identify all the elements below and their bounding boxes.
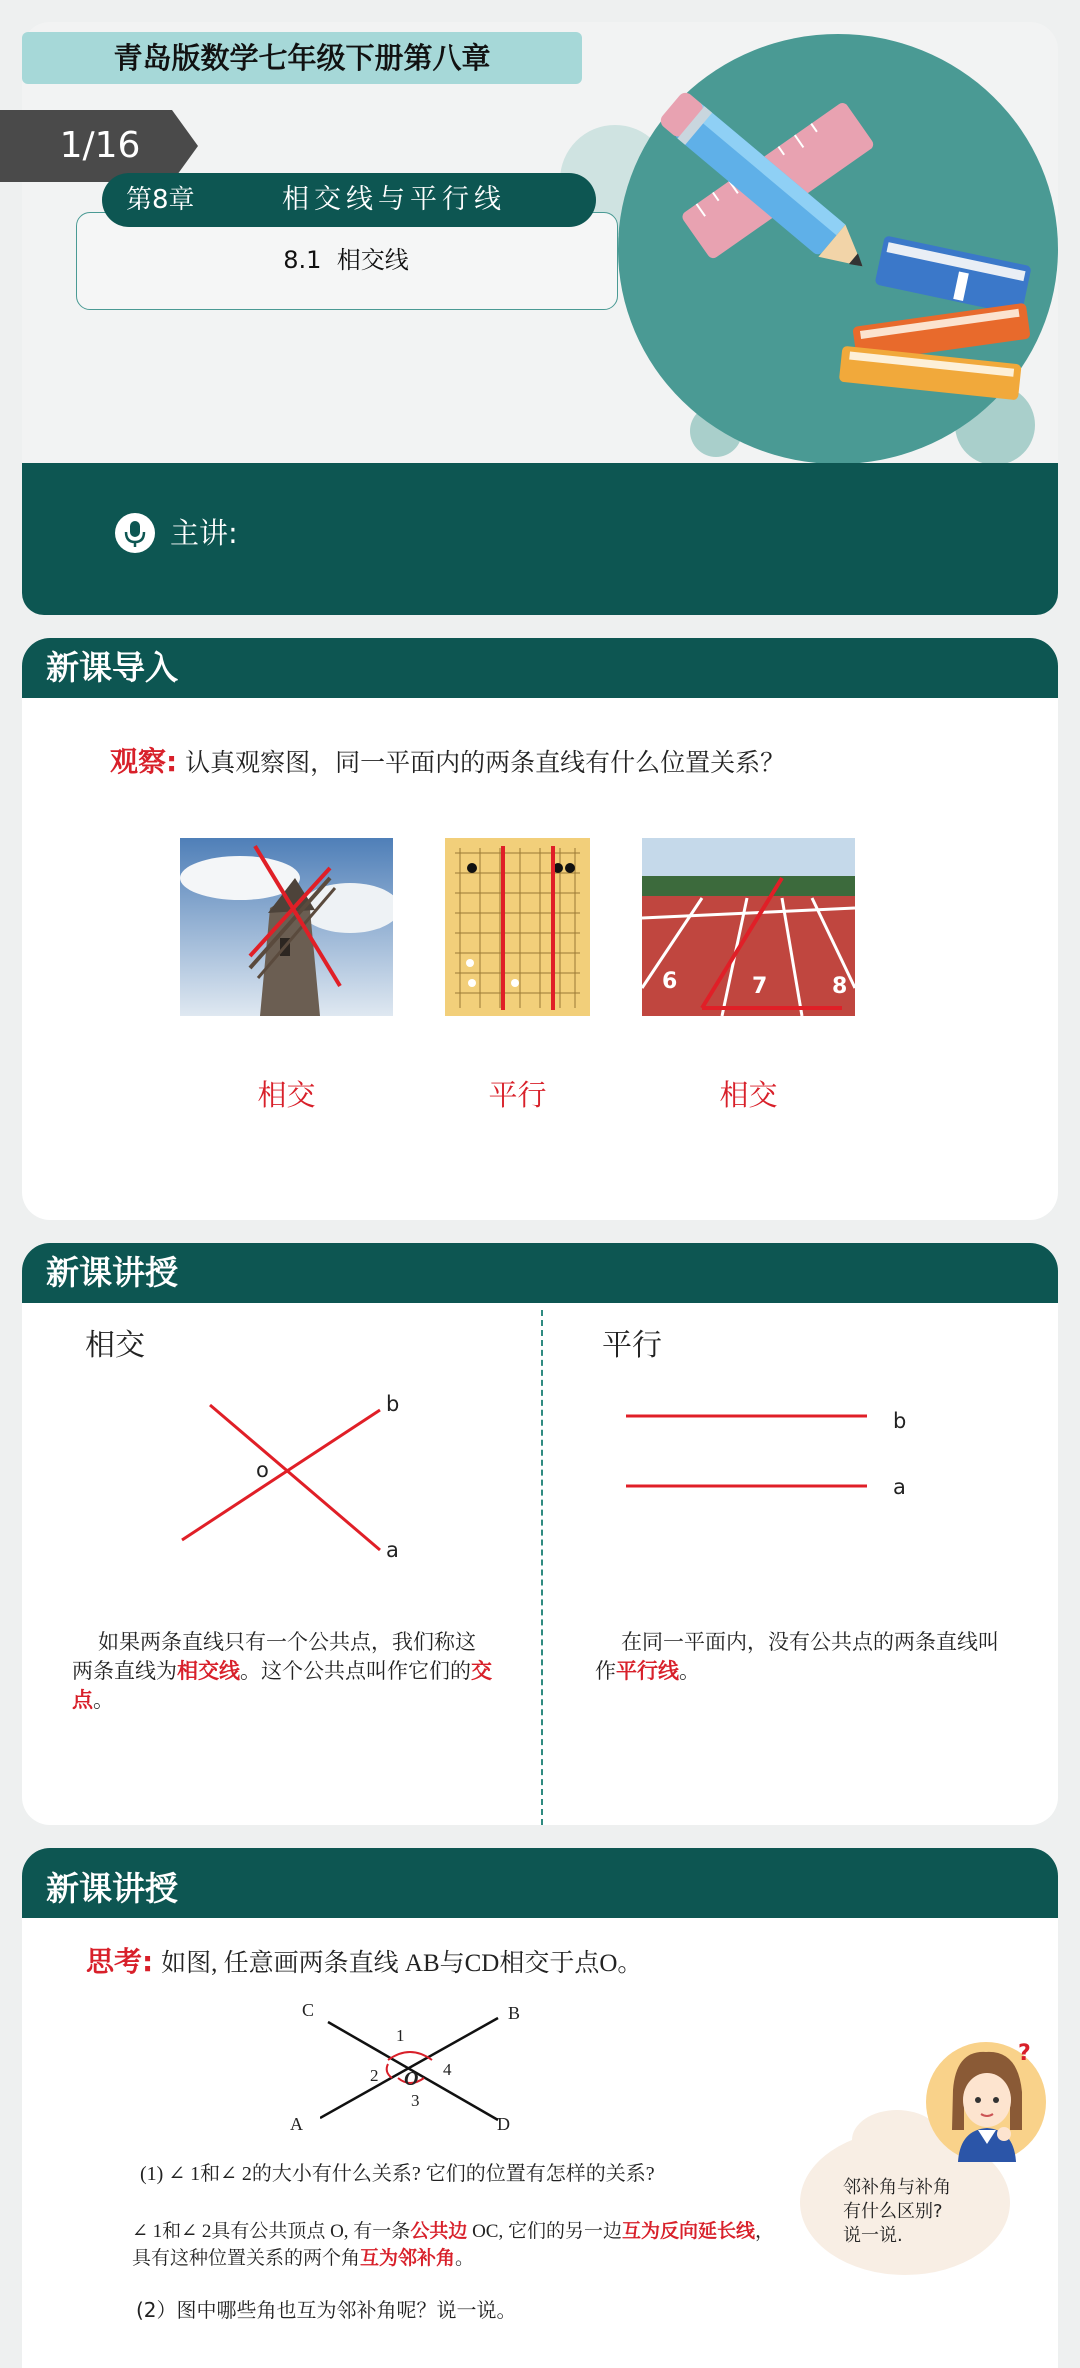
windmill-photo [180,838,393,1016]
bubble-line-2: 有什么区别? [843,2201,943,2222]
presenter-label: 主讲: [170,516,238,550]
intersect-def-text-3: 。 [93,1688,114,1712]
column-divider [541,1310,543,1825]
term-reverse-extension: 互为反向延长线 [621,2221,755,2242]
term-adjacent-supplementary: 互为邻补角 [360,2248,456,2269]
label-o-intersect: o [256,1458,269,1482]
caption-intersect-2: 相交 [719,1078,778,1112]
observe-text: 认真观察图，同一平面内的两条直线有什么位置关系？ [185,748,786,777]
section-title: 8.1 相交线 [283,246,409,274]
answer-1-text-4: 。 [455,2248,475,2269]
label-a-parallel: a [893,1475,906,1499]
intersecting-lines-diagram [170,1385,410,1565]
think-text: 如图, 任意画两条直线 AB与CD相交于点O。 [161,1950,643,1977]
think-label: 思考: [86,1945,154,1978]
intro-header: 新课导入 [22,638,1058,698]
question-1: (1) ∠ 1和∠ 2的大小有什么关系? 它们的位置有怎样的关系? [140,2163,655,2185]
microphone-icon [115,513,155,553]
running-track-photo [642,838,855,1016]
bubble-line-3: 说一说. [843,2225,903,2246]
think-header: 新课讲授 [22,1848,1058,1918]
observe-line [110,740,785,780]
thinking-girl-illustration [918,2030,1048,2170]
term-intersecting-lines: 相交线 [177,1659,240,1683]
caption-parallel: 平行 [488,1078,547,1112]
point-label-o: O [404,2068,419,2090]
label-b-intersect: b [386,1392,400,1416]
bubble-text [843,2176,951,2248]
teach-header: 新课讲授 [22,1243,1058,1303]
pencil-ruler-books-illustration [640,70,1040,430]
point-label-c: C [302,2000,315,2020]
svg-text:?: ? [1018,2041,1031,2066]
intersect-definition [72,1628,492,1715]
chapter-number: 第8章 [126,185,195,215]
angle-label-4: 4 [443,2060,452,2079]
bubble-line-1: 邻补角与补角 [843,2177,951,2198]
term-parallel-lines: 平行线 [616,1659,679,1683]
label-b-parallel: b [893,1409,907,1433]
intersect-def-text-2: 。这个公共点叫作它们的 [240,1659,471,1683]
point-label-b: B [508,2003,521,2023]
point-label-a: A [290,2114,303,2134]
svg-text:6: 6 [662,969,678,994]
go-board-photo [445,838,590,1016]
observe-label: 观察: [110,745,178,778]
angle-label-2: 2 [370,2066,379,2085]
book-title: 青岛版数学七年级下册第八章 [113,41,491,75]
parallel-definition [595,1628,1015,1686]
label-a-intersect: a [386,1538,399,1562]
angle-label-1: 1 [396,2026,405,2045]
caption-intersect-1: 相交 [257,1078,316,1112]
parallel-def-text-2: 。 [679,1659,700,1683]
svg-text:8: 8 [832,974,848,999]
term-common-side: 公共边 [410,2221,468,2242]
intersect-def-text-1: 如果两条直线只有一个公共点，我们称这两条直线为 [72,1630,476,1683]
term-intersection-point: 交点 [72,1659,492,1712]
question-2: (2）图中哪些角也互为邻补角呢？说一说。 [136,2298,517,2322]
intersect-title: 相交 [85,1328,145,1363]
answer-1-text-1: ∠ 1和∠ 2具有公共顶点 O, 有一条 [132,2221,411,2242]
answer-1-text-3: ，具有这种位置关系的两个角 [132,2221,775,2269]
svg-text:7: 7 [752,974,768,999]
chapter-title: 相交线与平行线 [282,184,506,215]
parallel-lines-diagram [622,1400,872,1500]
angle-label-3: 3 [411,2091,420,2110]
think-card [22,1848,1058,2368]
parallel-title: 平行 [602,1328,662,1363]
think-line [86,1940,642,1980]
answer-1-text-2: OC, 它们的另一边 [467,2221,622,2242]
point-label-d: D [497,2114,510,2134]
parallel-def-text-1: 在同一平面内，没有公共点的两条直线叫作 [595,1630,999,1683]
page-indicator: 1/16 [59,125,141,166]
answer-1 [132,2218,792,2272]
